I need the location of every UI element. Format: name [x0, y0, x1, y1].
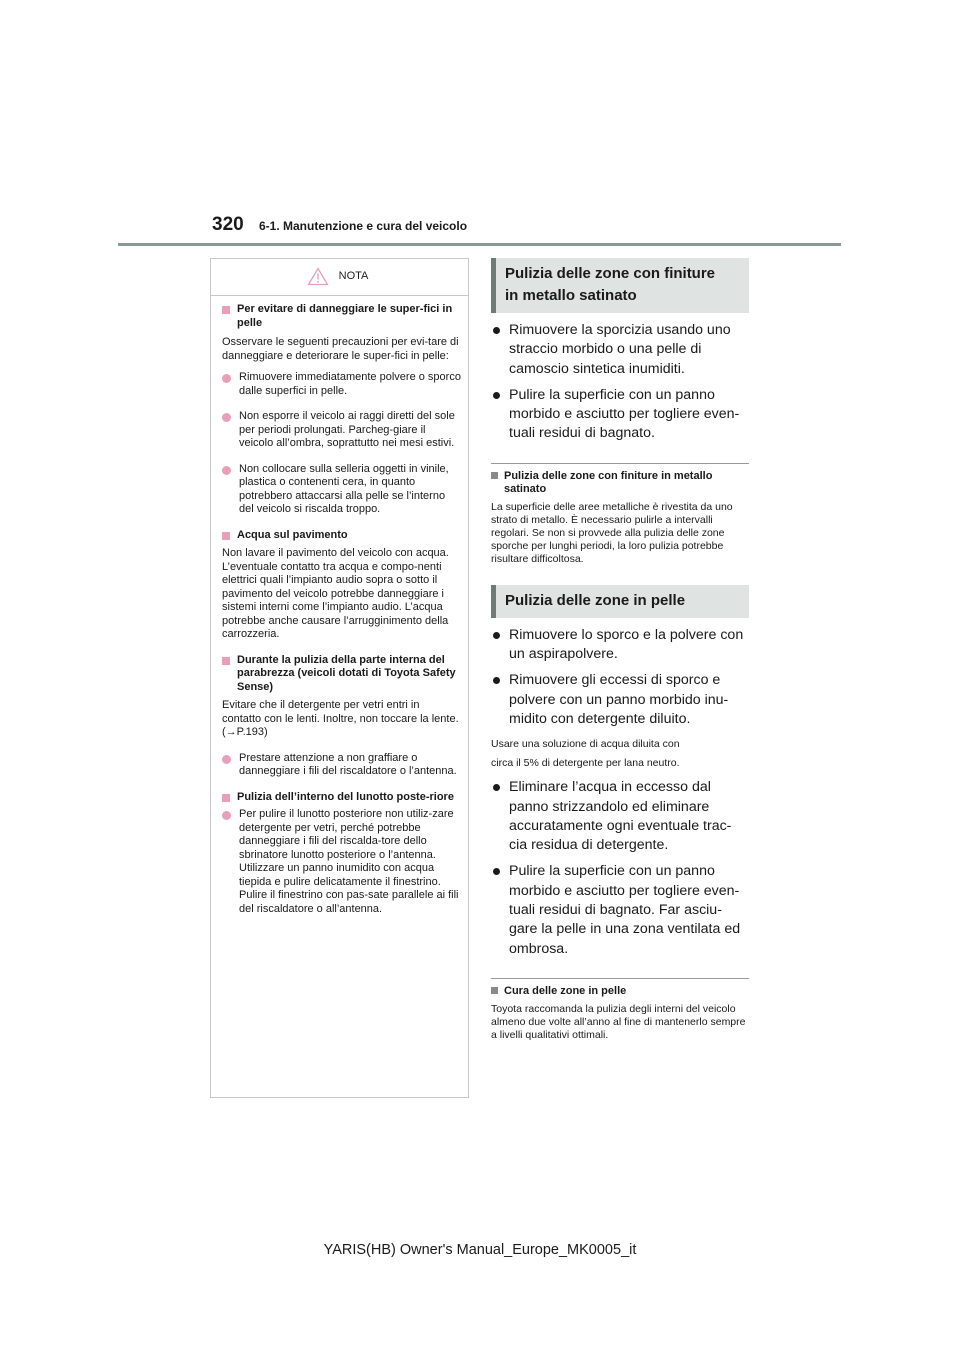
section-title-line: Pulizia delle zone in pelle — [505, 591, 686, 609]
nota-heading-text: Acqua sul pavimento — [237, 528, 348, 541]
nota-paragraph: L’eventuale contatto tra acqua e compo-nenti elettrici quali l’impianto audio sopra o sotto il pavimento del veicolo potrebbe danneggiare i sistemi interni come l’impianto audio. L’acqua potrebbe anche causare l’arrugginimento della carrozzeria. — [222, 560, 449, 640]
square-bullet-icon — [491, 987, 498, 994]
nota-header — [214, 259, 461, 293]
circle-bullet-icon — [222, 466, 231, 475]
nota-heading-text: Per evitare di danneggiare le super-fici in pelle — [237, 303, 453, 329]
nota-heading-text: Pulizia dell’interno del lunotto poste-riore — [237, 790, 454, 803]
nota-bullet-text: Non collocare sulla selleria oggetti in vinile, plastica o contenenti cera, in quanto potrebbero attaccarsi alla pelle se l’interno del veicolo si riscalda troppo. — [239, 462, 449, 515]
nota-bullet-text: Per pulire il lunotto posteriore non utiliz-zare detergente per vetri, perché potrebbe danneggiare i fili del riscalda-tore dello sbrinatore lunotto posteriore o l’antenna. Utilizzare un panno inumidito con acqua tiepida e pulire delicatamente il finestrino. Pulire il finestrino con pas-sate parallele ai fili del riscaldatore o all’antenna. — [239, 808, 459, 915]
satin-paragraph: La superficie delle aree metalliche è rivestita da uno strato di metallo. È necessario pulirle a intervalli regolari. Se non si provvede alla pulizia delle zone sporche per lunghi periodi, la loro pulizia potrebbe risultare difficoltosa. — [491, 500, 733, 565]
leather-paragraph: Toyota raccomanda la pulizia degli interni del veicolo almeno due volte all’anno al fine di mantenerlo sempre a livelli qualitativi ottimali. — [491, 1002, 746, 1041]
nota-bullet-text: Rimuovere immediatamente polvere o sporco dalle superfici in pelle. — [239, 371, 461, 397]
leather-note-line: circa il 5% di detergente per lana neutro. — [491, 757, 680, 770]
nota-bullet — [222, 371, 461, 398]
nota-bullet-text: Prestare attenzione a non graffiare o danneggiare i fili del riscaldatore o l’antenna. — [239, 751, 457, 777]
nota-bullet — [222, 463, 461, 517]
circle-bullet-icon — [222, 374, 231, 383]
nota-heading-leather — [222, 303, 461, 330]
nota-bullet — [222, 752, 461, 779]
square-bullet-icon — [222, 306, 230, 314]
nota-bullet-text: Non esporre il veicolo ai raggi diretti del sole per periodi prolungati. Parcheg-giare il veicolo all’ombra, soprattutto nei mesi estivi. — [239, 410, 455, 449]
leather-bullet: Rimuovere gli eccessi di sporco e polvere con un panno morbido inu-midito con detergente diluito. — [491, 671, 749, 729]
square-bullet-icon — [222, 794, 230, 802]
leather-subheading-text: Cura delle zone in pelle — [504, 984, 627, 997]
divider — [491, 463, 749, 464]
leather-bullet: Pulire la superficie con un panno morbido e asciutto per togliere even-tuali residui di bagnato. Far asciu-gare la pelle in una zona ventilata ed ombrosa. — [491, 862, 749, 958]
divider — [491, 978, 749, 979]
section-title-line: in metallo satinato — [505, 287, 637, 304]
satin-subheading-text: Pulizia delle zone con finiture in metallo satinato — [504, 469, 713, 495]
section-header: 6-1. Manutenzione e cura del veicolo — [259, 219, 468, 233]
nota-divider — [211, 295, 468, 296]
satin-bullet: Pulire la superficie con un panno morbido e asciutto per togliere even-tuali residui di bagnato. — [491, 386, 749, 444]
nota-heading-windshield — [222, 654, 461, 695]
section-title-line: Pulizia delle zone con finiture — [505, 265, 716, 282]
right-column — [491, 258, 749, 1042]
section-title-satin — [491, 258, 749, 313]
nota-paragraph: Evitare che il detergente per vetri entri in contatto con le lenti. Inoltre, non toccare la lente. (→P.193) — [222, 699, 459, 738]
nota-heading-text: Durante la pulizia della parte interna del parabrezza (veicoli dotati di Toyota Safety Sense) — [237, 653, 456, 693]
square-bullet-icon — [222, 532, 230, 540]
footer-manual-id: YARIS(HB) Owner's Manual_Europe_MK0005_it — [323, 1242, 637, 1258]
leather-note — [491, 735, 749, 773]
satin-bullet: Rimuovere la sporcizia usando uno straccio morbido o una pelle di camoscio sintetica inumiditi. — [491, 321, 749, 379]
nota-bullet — [222, 410, 461, 451]
header-rule — [118, 243, 841, 246]
warning-triangle-icon — [307, 267, 329, 286]
circle-bullet-icon — [222, 755, 231, 764]
satin-subheading — [491, 470, 749, 496]
nota-paragraph: Osservare le seguenti precauzioni per evi-tare di danneggiare e deteriorare le super-fici in pelle: — [222, 336, 459, 362]
leather-bullet: Rimuovere lo sporco e la polvere con un aspirapolvere. — [491, 626, 749, 665]
leather-note-line: Usare una soluzione di acqua diluita con — [491, 738, 680, 751]
leather-bullet: Eliminare l’acqua in eccesso dal panno strizzandolo ed eliminare accuratamente ogni eventuale trac-cia residua di detergente. — [491, 778, 749, 855]
leather-subheading — [491, 985, 749, 998]
circle-bullet-icon — [222, 413, 231, 422]
nota-box — [210, 258, 469, 1098]
nota-heading-rear-window — [222, 791, 461, 805]
nota-heading-floor — [222, 529, 461, 543]
square-bullet-icon — [491, 472, 498, 479]
nota-paragraph: Non lavare il pavimento del veicolo con acqua. — [222, 547, 449, 559]
page-number: 320 — [212, 214, 244, 235]
section-title-leather — [491, 585, 749, 618]
nota-bullet — [222, 808, 461, 916]
circle-bullet-icon — [222, 811, 231, 820]
nota-label: NOTA — [338, 270, 369, 282]
square-bullet-icon — [222, 657, 230, 665]
